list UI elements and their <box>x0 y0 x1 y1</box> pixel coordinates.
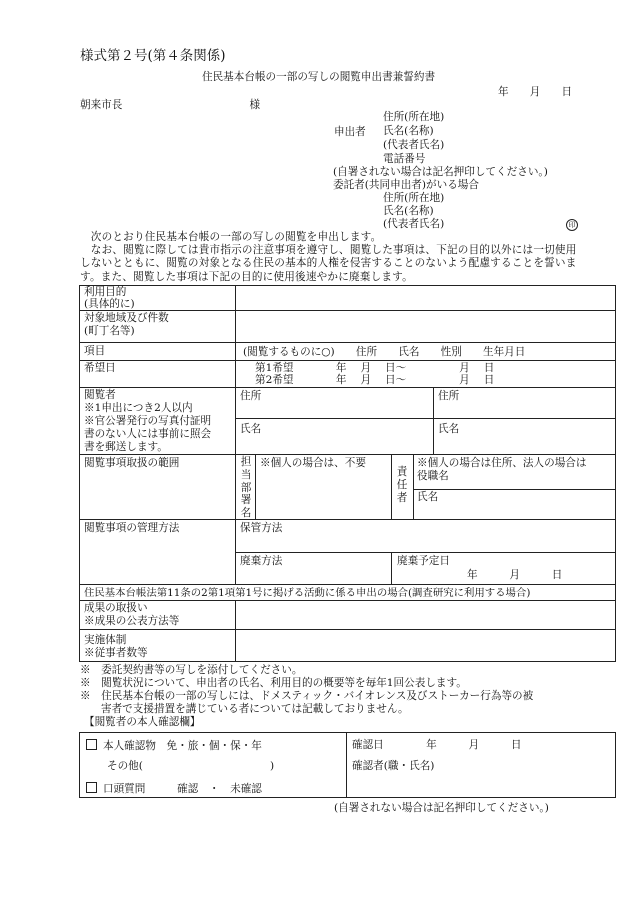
applicant-address-field[interactable]: 住所(所在地) <box>383 111 445 123</box>
staff-field[interactable] <box>237 631 614 660</box>
intro-paragraph-2: なお、閲覧に際しては貴市指示の注意事項を遵守し、閲覧した事項は、下記の目的以外には一切使用しないとともに、閲覧の対象となる住民の基本的人権を侵害することのないよう配慮することを誓います。また、閲覧した事項は下記の目的に使用後速やかに廃棄します。 <box>80 244 577 283</box>
results-sublabel: ※成果の公表方法等 <box>84 615 180 627</box>
note-1: ※ 委託契約書等の写しを添付してください。 <box>80 664 303 676</box>
management-label: 閲覧事項の管理方法 <box>84 522 180 534</box>
area-field[interactable] <box>237 312 614 340</box>
date-label: 希望日 <box>84 362 116 374</box>
addressee: 朝来市長 様 <box>80 99 261 111</box>
note-3: ※ 住民基本台帳の一部の写しには、ドメスティック・バイオレンス及びストーカー行為等の被 <box>80 690 534 702</box>
scope-label: 閲覧事項取扱の範囲 <box>84 457 180 469</box>
note-3-continued: 害者で支援措置を講じている者については記載しておりません。 <box>101 703 409 715</box>
disposal-date-label: 廃棄予定日 <box>397 555 450 567</box>
viewer2-address-field[interactable]: 住所 <box>438 390 460 402</box>
disposal-date-field[interactable]: 年 月 日 <box>467 569 563 581</box>
purpose-label: 利用目的 <box>84 286 127 298</box>
viewer1-address-field[interactable]: 住所 <box>240 390 262 402</box>
date-line: 年 月 日 <box>498 86 573 98</box>
id-documents-checkbox[interactable] <box>86 739 97 750</box>
id-documents-row: 本人確認物 免・旅・個・保・年 <box>86 739 262 753</box>
responsible-note-1: ※個人の場合は住所、法人の場合は <box>417 457 587 469</box>
viewer2-name-field[interactable]: 氏名 <box>438 423 460 435</box>
department-field[interactable] <box>256 470 390 518</box>
viewer1-name-field[interactable]: 氏名 <box>240 423 262 435</box>
viewer-note-3: 書のない人には事前に照会 <box>84 428 212 440</box>
intro-paragraph-1: 次のとおり住民基本台帳の一部の写しの閲覧を申出します。 <box>80 231 382 243</box>
signature-note: (自署されない場合は記名押印してください。) <box>333 166 548 178</box>
area-label: 対象地域及び件数 <box>84 312 169 324</box>
department-note: ※個人の場合は、不要 <box>260 457 366 469</box>
responsible-label-vertical: 責 任 者 <box>396 466 408 504</box>
seal-mark: 印 <box>566 218 578 231</box>
viewer-note-1: ※1申出につき2人以内 <box>84 402 193 414</box>
first-choice-date[interactable]: 第1希望 年 月 日～ 月 日 <box>255 362 495 374</box>
responsible-name-field[interactable]: 氏名 <box>417 491 439 503</box>
results-label: 成果の取扱い <box>84 602 148 614</box>
staff-label: 実施体制 <box>84 634 127 646</box>
delegate-name-field[interactable]: 氏名(名称) <box>383 205 434 217</box>
applicant-name-field[interactable]: 氏名(名称) <box>383 125 434 137</box>
document-title: 住民基本台帳の一部の写しの閲覧申出書兼誓約書 <box>202 71 436 83</box>
applicant-phone-field[interactable]: 電話番号 <box>383 153 426 165</box>
area-sublabel: (町丁名等) <box>84 325 135 337</box>
staff-sublabel: ※従事者数等 <box>84 647 148 659</box>
other-id-field[interactable]: その他( ) <box>107 760 275 772</box>
second-choice-date[interactable]: 第2希望 年 月 日～ 月 日 <box>255 374 495 386</box>
oral-questions-checkbox[interactable] <box>86 782 97 793</box>
note-2: ※ 閲覧状況について、申出者の氏名、利用目的の概要等を毎年1回公表します。 <box>80 677 467 689</box>
purpose-sublabel: (具体的に) <box>84 298 135 310</box>
footer-signature-note: (自署されない場合は記名押印してください。) <box>334 802 549 814</box>
delegate-address-field[interactable]: 住所(所在地) <box>383 192 445 204</box>
confirmation-header: 【閲覧者の本人確認欄】 <box>84 716 201 728</box>
confirmer-field[interactable]: 確認者(職・氏名) <box>352 760 435 772</box>
delegate-representative-field[interactable]: (代表者氏名) <box>383 218 445 230</box>
item-label: 項目 <box>84 345 106 357</box>
item-options[interactable]: (閲覧するものに○) 住所 氏名 性別 生年月日 <box>243 346 526 358</box>
viewer-note-4: 書を郵送します。 <box>84 441 168 453</box>
oral-questions-row: 口頭質問 確認 ・ 未確認 <box>86 782 262 796</box>
department-label-vertical: 担 当 部 署 名 <box>240 456 252 520</box>
applicant-label: 申出者 <box>334 126 366 138</box>
viewer-label: 閲覧者 <box>84 389 116 401</box>
form-number: 様式第２号(第４条関係) <box>80 48 226 64</box>
purpose-field[interactable] <box>237 287 614 309</box>
storage-method-field[interactable]: 保管方法 <box>240 522 283 534</box>
delegate-header: 委託者(共同申出者)がいる場合 <box>333 179 479 191</box>
results-field[interactable] <box>237 602 614 627</box>
viewer-note-2: ※官公署発行の写真付証明 <box>84 415 212 427</box>
applicant-representative-field[interactable]: (代表者氏名) <box>383 139 445 151</box>
confirmation-date-field[interactable]: 確認日 年 月 日 <box>352 739 522 751</box>
article-row-header: 住民基本台帳法第11条の2第1項第1号に掲げる活動に係る申出の場合(調査研究に利用する場合) <box>84 587 531 599</box>
responsible-note-2: 役職名 <box>417 470 449 482</box>
disposal-method-field[interactable]: 廃棄方法 <box>240 555 283 567</box>
